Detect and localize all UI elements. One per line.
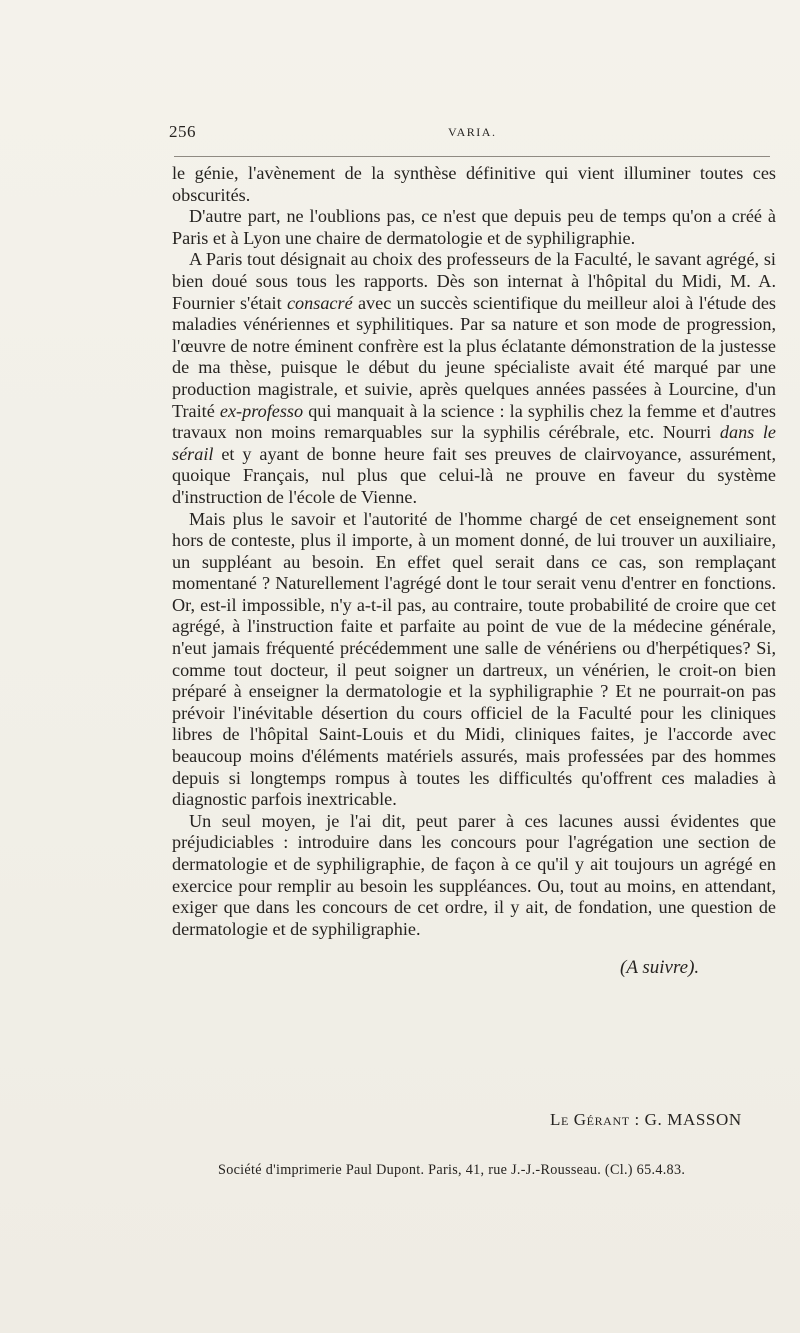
paragraph-3 bbox=[172, 249, 776, 508]
to-be-continued: (A suivre). bbox=[620, 957, 700, 978]
paragraph-3-part-d: et y ayant de bonne heure fait ses preuves de clairvoyance, assurément, quoique Français, nul plus que celui-là ne prouve en faveur du système d'instruction de l'école de Vienne. bbox=[172, 443, 776, 507]
header-rule bbox=[174, 156, 770, 157]
paragraph-3-part-a: A Paris tout désignait au choix des professeurs de la Faculté, le savant agrégé, si bien doué sous tous les rapports. Dès son internat à l'hôpital du Midi, M. A. Fournier s'était bbox=[172, 249, 776, 313]
page-number: 256 bbox=[169, 122, 196, 141]
paragraph-5: Un seul moyen, je l'ai dit, peut parer à ces lacunes aussi évidentes que préjudiciables : introduire dans les concours pour l'agrégation une section de dermatologie et de syphiligraphie, de façon à ce qu'il y ait toujours un agrégé en exercice pour remplir au besoin les suppléances. Ou, tout au moins, en attendant, exiger que dans les concours de cet ordre, il y ait, de fondation, une question de dermatologie et de syphiligraphie. bbox=[172, 810, 776, 939]
italic-consacre: consacré bbox=[286, 292, 353, 313]
running-head: VARIA. bbox=[448, 125, 497, 139]
paragraph-3-part-c: qui manquait à la science : la syphilis chez la femme et d'autres travaux non moins remarquables sur la syphilis cérébrale, etc. Nourri bbox=[172, 400, 776, 443]
printer-imprint: Société d'imprimerie Paul Dupont. Paris, 41, rue J.-J.-Rousseau. (Cl.) 65.4.83. bbox=[218, 1162, 686, 1178]
page-header bbox=[169, 122, 772, 146]
article-body bbox=[172, 163, 776, 940]
gerant-signature: Le Gérant : G. MASSON bbox=[550, 1110, 742, 1129]
paragraph-2: D'autre part, ne l'oublions pas, ce n'est que depuis peu de temps qu'on a créé à Paris et à Lyon une chaire de dermatologie et de syphiligraphie. bbox=[172, 206, 776, 248]
paragraph-4: Mais plus le savoir et l'autorité de l'homme chargé de cet enseignement sont hors de conteste, plus il importe, à un moment donné, de lui trouver un auxiliaire, un suppléant au besoin. En effet quel serait dans ce cas, son remplaçant momentané ? Naturellement l'agrégé dont le tour serait venu d'entrer en fonctions. Or, est-il impossible, n'y a-t-il pas, au contraire, toute probabilité de croire que cet agrégé, à l'instruction faite et parfaite au point de vue de la médecine générale, n'eut jamais fréquenté précédemment une salle de vénériens ou d'herpétiques? Si, comme tout docteur, il peut soigner un dartreux, un vénérien, le croit-on bien préparé à enseigner la dermatologie et la syphiligraphie ? Et ne pourrait-on pas prévoir l'inévitable désertion du cours officiel de la Faculté pour les cliniques libres de l'hôpital Saint-Louis et du Midi, cliniques faites, je l'accorde avec beaucoup moins d'éléments matériels assurés, mais professées par des hommes depuis si longtemps rompus à toutes les difficultés qu'offrent ces maladies à diagnostic parfois inextricable. bbox=[172, 508, 776, 810]
italic-ex-professo: ex-professo bbox=[219, 400, 304, 421]
paragraph-3-part-b: avec un succès scientifique du meilleur aloi à l'étude des maladies vénériennes et syphilitiques. Par sa nature et son mode de progression, l'œuvre de notre éminent confrère est la plus éclatante démonstration de la justesse de ma thèse, puisque le début du jeune spécialiste avait été marqué par une production magistrale, et suivie, après quelques années passées à Lourcine, d'un Traité bbox=[172, 292, 776, 421]
paragraph-1: le génie, l'avènement de la synthèse définitive qui vient illuminer toutes ces obscurités. bbox=[172, 163, 776, 205]
italic-dans-le-serail: dans le sérail bbox=[172, 422, 776, 464]
